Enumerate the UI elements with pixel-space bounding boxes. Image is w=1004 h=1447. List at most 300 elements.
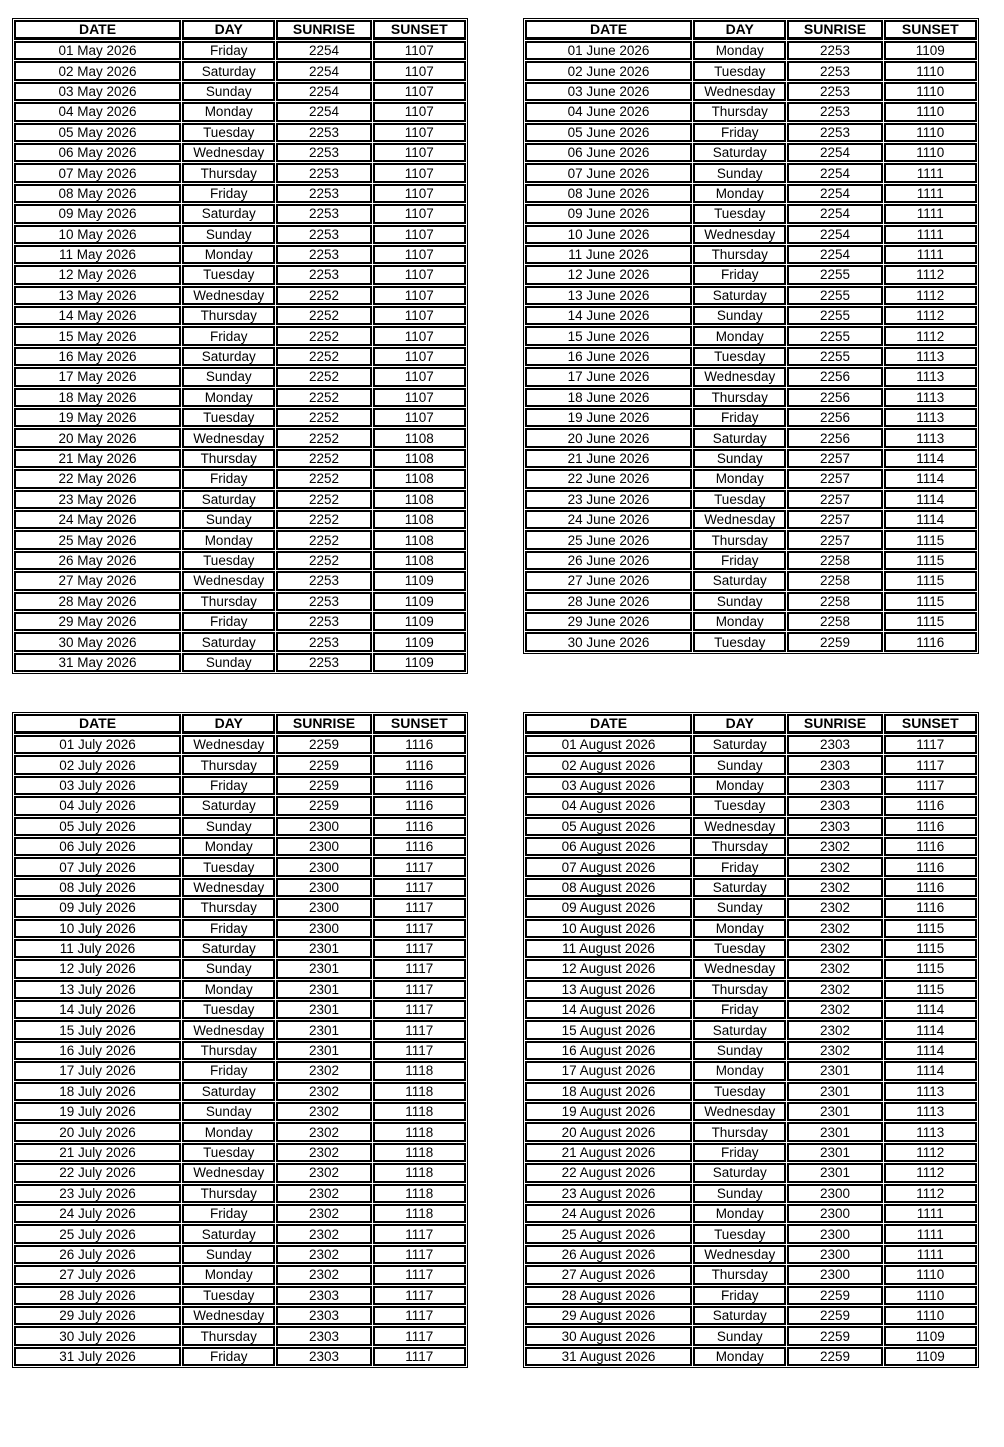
table-row [14,82,466,101]
sunset-cell: 1108 [373,510,466,529]
table-row [14,1265,466,1284]
header-row [525,20,977,40]
date-cell: 11 June 2026 [525,245,692,264]
sunrise-cell: 2252 [276,530,371,549]
sunrise-cell: 2252 [276,286,371,305]
sunrise-cell: 2300 [787,1224,882,1243]
table-row [525,82,977,101]
sunset-cell: 1107 [373,367,466,386]
sunset-cell: 1111 [884,184,977,203]
day-cell: Thursday [693,837,786,856]
sunrise-cell: 2301 [787,1143,882,1162]
date-cell: 20 August 2026 [525,1122,692,1141]
sunset-cell: 1112 [884,306,977,325]
column-header-date: DATE [525,714,692,734]
table-row [14,347,466,366]
table-row [14,265,466,284]
sunrise-cell: 2302 [787,857,882,876]
sunrise-cell: 2252 [276,510,371,529]
table-row [525,817,977,836]
sunset-cell: 1114 [884,490,977,509]
date-cell: 08 June 2026 [525,184,692,203]
date-cell: 06 July 2026 [14,837,181,856]
table-row [14,612,466,631]
sunrise-cell: 2258 [787,612,882,631]
table-row [14,449,466,468]
sunset-cell: 1115 [884,530,977,549]
sunset-cell: 1112 [884,265,977,284]
sunrise-cell: 2301 [276,1000,371,1019]
sunset-cell: 1118 [373,1184,466,1203]
table-row [14,919,466,938]
date-cell: 01 May 2026 [14,41,181,60]
table-row [525,632,977,651]
sunset-cell: 1107 [373,184,466,203]
date-cell: 11 July 2026 [14,939,181,958]
sunset-cell: 1113 [884,367,977,386]
table-row [14,980,466,999]
sunset-cell: 1116 [884,837,977,856]
sunrise-cell: 2254 [276,102,371,121]
sunrise-cell: 2253 [276,612,371,631]
sunrise-cell: 2301 [787,1122,882,1141]
sunrise-cell: 2301 [276,1041,371,1060]
sunrise-cell: 2303 [787,796,882,815]
day-cell: Wednesday [693,367,786,386]
sunrise-cell: 2302 [787,919,882,938]
table-row [525,286,977,305]
day-cell: Tuesday [693,347,786,366]
sunrise-cell: 2252 [276,388,371,407]
table-row [14,1163,466,1182]
day-cell: Thursday [693,1265,786,1284]
day-cell: Wednesday [182,1020,275,1039]
sunrise-cell: 2300 [276,857,371,876]
date-cell: 06 June 2026 [525,143,692,162]
sunrise-cell: 2253 [276,163,371,182]
sunrise-cell: 2257 [787,510,882,529]
day-cell: Monday [693,1347,786,1366]
day-cell: Tuesday [182,1286,275,1305]
table-row [525,1041,977,1060]
sunset-cell: 1115 [884,959,977,978]
sunset-cell: 1117 [373,980,466,999]
table-row [525,1204,977,1223]
sunset-cell: 1108 [373,449,466,468]
column-header-sunset: SUNSET [373,20,466,40]
table-row [525,755,977,774]
date-cell: 04 June 2026 [525,102,692,121]
date-cell: 19 May 2026 [14,408,181,427]
sunrise-cell: 2302 [787,837,882,856]
date-cell: 16 July 2026 [14,1041,181,1060]
sunset-cell: 1107 [373,163,466,182]
sunset-cell: 1110 [884,123,977,142]
sunset-cell: 1109 [884,41,977,60]
table-row [525,1184,977,1203]
sunrise-cell: 2302 [787,898,882,917]
date-cell: 05 August 2026 [525,817,692,836]
day-cell: Tuesday [693,204,786,223]
sunrise-cell: 2259 [276,735,371,754]
day-cell: Monday [693,1061,786,1080]
day-cell: Sunday [693,592,786,611]
day-cell: Thursday [182,755,275,774]
day-cell: Wednesday [182,1306,275,1325]
sunrise-cell: 2302 [276,1204,371,1223]
sunrise-cell: 2259 [787,632,882,651]
sunrise-cell: 2253 [276,571,371,590]
day-cell: Sunday [693,1041,786,1060]
date-cell: 08 August 2026 [525,878,692,897]
date-cell: 22 July 2026 [14,1163,181,1182]
day-cell: Friday [693,123,786,142]
date-cell: 29 May 2026 [14,612,181,631]
sunrise-cell: 2253 [787,102,882,121]
sunset-cell: 1107 [373,388,466,407]
table-row [14,510,466,529]
table-row [14,123,466,142]
sunset-cell: 1112 [884,1143,977,1162]
date-cell: 14 July 2026 [14,1000,181,1019]
sunset-cell: 1117 [373,1286,466,1305]
sunset-cell: 1113 [884,428,977,447]
sunset-cell: 1114 [884,510,977,529]
sunrise-cell: 2252 [276,367,371,386]
table-row [14,755,466,774]
day-cell: Sunday [693,755,786,774]
day-cell: Saturday [182,1224,275,1243]
table-row [14,1245,466,1264]
sunset-cell: 1117 [373,1306,466,1325]
sunset-cell: 1117 [373,1000,466,1019]
table-row [14,1143,466,1162]
day-cell: Thursday [693,102,786,121]
date-cell: 03 August 2026 [525,776,692,795]
table-row [525,61,977,80]
sunrise-cell: 2255 [787,265,882,284]
day-cell: Thursday [182,449,275,468]
date-cell: 12 June 2026 [525,265,692,284]
sunset-cell: 1112 [884,1163,977,1182]
day-cell: Sunday [182,653,275,672]
sunrise-cell: 2300 [787,1265,882,1284]
table-row [525,123,977,142]
sunrise-cell: 2254 [787,143,882,162]
table-row [525,1082,977,1101]
day-cell: Wednesday [693,82,786,101]
date-cell: 28 July 2026 [14,1286,181,1305]
sunrise-cell: 2253 [276,184,371,203]
day-cell: Tuesday [182,1143,275,1162]
sunrise-cell: 2255 [787,326,882,345]
day-cell: Sunday [182,225,275,244]
column-header-day: DAY [182,714,275,734]
sunset-cell: 1117 [373,1245,466,1264]
table-row [525,919,977,938]
column-header-sunset: SUNSET [884,714,977,734]
sunset-cell: 1118 [373,1102,466,1121]
sunrise-cell: 2301 [787,1102,882,1121]
table-row [525,1224,977,1243]
date-cell: 04 August 2026 [525,796,692,815]
sunset-cell: 1118 [373,1082,466,1101]
date-cell: 16 May 2026 [14,347,181,366]
sunset-cell: 1118 [373,1163,466,1182]
table-row [525,1245,977,1264]
column-header-day: DAY [182,20,275,40]
table-row [14,41,466,60]
date-cell: 02 May 2026 [14,61,181,80]
sunset-cell: 1107 [373,41,466,60]
sunset-cell: 1113 [884,408,977,427]
table-row [525,1020,977,1039]
table-row [525,347,977,366]
day-cell: Thursday [182,898,275,917]
table-row [525,857,977,876]
sunset-cell: 1115 [884,939,977,958]
table-row [14,776,466,795]
sunset-cell: 1111 [884,1224,977,1243]
sunrise-cell: 2302 [276,1143,371,1162]
sunset-cell: 1116 [373,817,466,836]
sunset-cell: 1117 [373,857,466,876]
day-cell: Sunday [182,82,275,101]
day-cell: Wednesday [693,817,786,836]
sunset-cell: 1110 [884,82,977,101]
date-cell: 31 July 2026 [14,1347,181,1366]
sunrise-cell: 2301 [276,939,371,958]
day-cell: Saturday [182,632,275,651]
date-cell: 18 May 2026 [14,388,181,407]
sunrise-cell: 2300 [787,1204,882,1223]
column-header-sunrise: SUNRISE [787,714,882,734]
day-cell: Wednesday [182,428,275,447]
sunrise-cell: 2302 [276,1163,371,1182]
column-header-sunrise: SUNRISE [276,20,371,40]
sunrise-cell: 2253 [787,82,882,101]
sunrise-cell: 2254 [787,245,882,264]
day-cell: Monday [182,1122,275,1141]
date-cell: 17 May 2026 [14,367,181,386]
day-cell: Thursday [182,306,275,325]
sunrise-cell: 2303 [787,817,882,836]
day-cell: Saturday [693,286,786,305]
date-cell: 30 June 2026 [525,632,692,651]
sunrise-cell: 2258 [787,592,882,611]
sunset-cell: 1110 [884,1265,977,1284]
sunset-cell: 1115 [884,612,977,631]
day-cell: Tuesday [693,490,786,509]
table-row [14,1306,466,1325]
column-header-day: DAY [693,714,786,734]
date-cell: 26 June 2026 [525,551,692,570]
sunrise-cell: 2259 [787,1286,882,1305]
day-cell: Thursday [182,592,275,611]
table-row [525,592,977,611]
day-cell: Friday [693,408,786,427]
date-cell: 07 August 2026 [525,857,692,876]
table-row [14,163,466,182]
day-cell: Tuesday [182,123,275,142]
sunrise-cell: 2257 [787,490,882,509]
sunset-cell: 1107 [373,123,466,142]
date-cell: 09 August 2026 [525,898,692,917]
sunrise-cell: 2256 [787,408,882,427]
table-row [14,469,466,488]
sunset-cell: 1116 [884,632,977,651]
sunrise-cell: 2253 [276,592,371,611]
date-cell: 15 July 2026 [14,1020,181,1039]
table-row [525,326,977,345]
date-cell: 20 July 2026 [14,1122,181,1141]
sunset-cell: 1109 [373,612,466,631]
date-cell: 22 May 2026 [14,469,181,488]
table-row [14,326,466,345]
day-cell: Tuesday [693,61,786,80]
sunrise-cell: 2253 [276,265,371,284]
sunset-cell: 1115 [884,592,977,611]
sunrise-cell: 2303 [276,1326,371,1345]
sunset-cell: 1109 [373,632,466,651]
day-cell: Tuesday [182,857,275,876]
table-row [525,959,977,978]
day-cell: Monday [693,1204,786,1223]
table-row [525,41,977,60]
day-cell: Sunday [693,449,786,468]
sunset-cell: 1107 [373,204,466,223]
sunset-cell: 1116 [373,776,466,795]
date-cell: 03 May 2026 [14,82,181,101]
date-cell: 27 May 2026 [14,571,181,590]
sunrise-cell: 2300 [787,1245,882,1264]
day-cell: Friday [182,919,275,938]
sunset-cell: 1109 [884,1347,977,1366]
day-cell: Saturday [693,428,786,447]
table-row [525,408,977,427]
sunrise-cell: 2255 [787,286,882,305]
sunset-cell: 1108 [373,469,466,488]
date-cell: 23 July 2026 [14,1184,181,1203]
sunrise-cell: 2252 [276,326,371,345]
sunrise-cell: 2255 [787,347,882,366]
sunset-cell: 1110 [884,143,977,162]
date-cell: 12 July 2026 [14,959,181,978]
table-row [525,878,977,897]
table-row [14,817,466,836]
date-cell: 10 August 2026 [525,919,692,938]
sunset-cell: 1109 [373,592,466,611]
table-section-june-2026 [523,18,981,654]
day-cell: Friday [182,776,275,795]
day-cell: Thursday [693,245,786,264]
date-cell: 09 June 2026 [525,204,692,223]
sunrise-cell: 2253 [276,225,371,244]
sunset-cell: 1108 [373,551,466,570]
sunrise-cell: 2252 [276,306,371,325]
sunset-cell: 1116 [373,735,466,754]
table-row [14,225,466,244]
sunrise-cell: 2302 [787,1020,882,1039]
sunrise-cell: 2300 [276,837,371,856]
sunrise-cell: 2303 [787,755,882,774]
date-cell: 07 July 2026 [14,857,181,876]
table-row [14,1020,466,1039]
table-row [14,530,466,549]
date-cell: 30 August 2026 [525,1326,692,1345]
sunrise-cell: 2253 [276,204,371,223]
sunrise-sunset-table-july-2026 [12,712,468,1368]
sunrise-cell: 2300 [787,1184,882,1203]
table-row [525,143,977,162]
sunrise-cell: 2257 [787,530,882,549]
table-row [525,184,977,203]
table-row [14,1000,466,1019]
table-row [525,551,977,570]
sunrise-cell: 2301 [276,1020,371,1039]
sunrise-cell: 2258 [787,551,882,570]
day-cell: Monday [693,919,786,938]
sunset-cell: 1115 [884,551,977,570]
table-row [14,735,466,754]
sunrise-cell: 2301 [787,1082,882,1101]
day-cell: Sunday [182,510,275,529]
date-cell: 26 July 2026 [14,1245,181,1264]
date-cell: 08 May 2026 [14,184,181,203]
table-row [525,1306,977,1325]
table-row [525,1326,977,1345]
header-row [525,714,977,734]
day-cell: Monday [182,102,275,121]
day-cell: Tuesday [693,1082,786,1101]
table-row [525,735,977,754]
date-cell: 08 July 2026 [14,878,181,897]
sunrise-cell: 2259 [787,1347,882,1366]
sunset-cell: 1118 [373,1204,466,1223]
sunrise-cell: 2301 [276,980,371,999]
sunset-cell: 1117 [373,1020,466,1039]
date-cell: 05 May 2026 [14,123,181,142]
date-cell: 28 May 2026 [14,592,181,611]
column-header-sunrise: SUNRISE [787,20,882,40]
date-cell: 21 May 2026 [14,449,181,468]
sunset-cell: 1116 [373,755,466,774]
column-header-sunset: SUNSET [884,20,977,40]
day-cell: Friday [693,1000,786,1019]
table-row [525,449,977,468]
sunrise-cell: 2302 [787,1000,882,1019]
table-row [525,428,977,447]
sunrise-cell: 2259 [787,1306,882,1325]
date-cell: 27 August 2026 [525,1265,692,1284]
sunset-cell: 1117 [373,919,466,938]
table-row [525,510,977,529]
sunset-cell: 1111 [884,245,977,264]
day-cell: Friday [182,1204,275,1223]
date-cell: 13 May 2026 [14,286,181,305]
sunset-cell: 1116 [884,878,977,897]
date-cell: 04 May 2026 [14,102,181,121]
date-cell: 18 July 2026 [14,1082,181,1101]
sunset-cell: 1110 [884,1306,977,1325]
sunset-cell: 1109 [884,1326,977,1345]
sunrise-cell: 2252 [276,347,371,366]
date-cell: 29 July 2026 [14,1306,181,1325]
date-cell: 28 August 2026 [525,1286,692,1305]
sunset-cell: 1115 [884,980,977,999]
sunrise-cell: 2257 [787,449,882,468]
sunset-cell: 1108 [373,530,466,549]
